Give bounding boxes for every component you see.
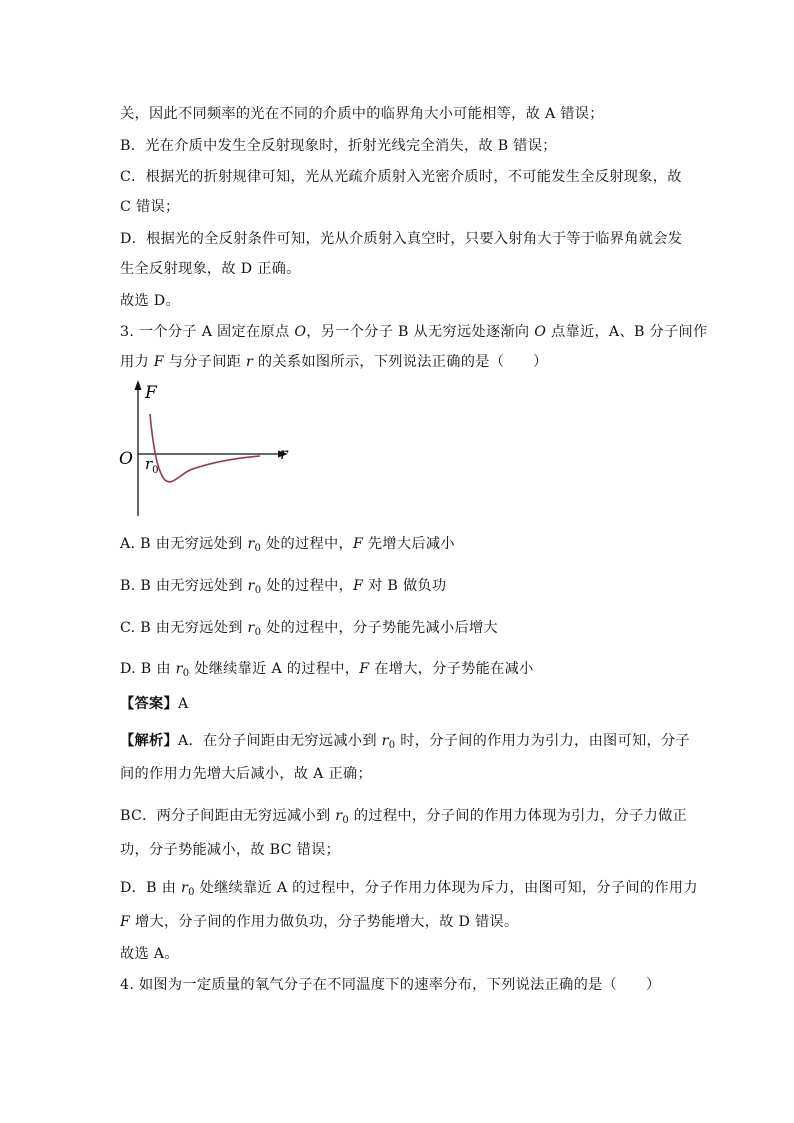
- q2-line-2: B．光在介质中发生全反射现象时，折射光线完全消失，故 B 错误；: [120, 138, 557, 154]
- q2-line-6: 生全反射现象，故 D 正确。: [120, 261, 301, 277]
- q3-answer: 【答案】A: [120, 696, 189, 712]
- q3-analysis-line-6: F 增大，分子间的作用力做负功，分子势能增大，故 D 错误。: [120, 914, 519, 930]
- q3-stem-line-1: 3. 一个分子 A 固定在原点 O，另一个分子 B 从无穷远处逐渐向 O 点靠近，A、B 分子间作: [120, 324, 708, 340]
- q3-analysis-conclusion: 故选 A。: [120, 946, 179, 962]
- y-axis-arrow: [135, 380, 142, 390]
- y-axis-label: F: [145, 383, 157, 403]
- q3-analysis-line-2: 间的作用力先增大后减小，故 A 正确；: [120, 766, 372, 782]
- origin-label: O: [119, 449, 133, 469]
- q2-line-5: D．根据光的全反射条件可知，光从介质射入真空时，只要入射角大于等于临界角就会发: [120, 231, 683, 247]
- q3-option-d: D. B 由 $r_0$ 处继续靠近 A 的过程中，F 在增大，分子势能在减小: [120, 661, 534, 679]
- q3-analysis-line-5: D．B 由 $r_0$ 处继续靠近 A 的过程中，分子作用力体现为斥力，由图可知，分子间的作用力: [120, 880, 698, 898]
- q3-analysis-line-4: 功，分子势能减小，故 BC 错误；: [120, 842, 341, 858]
- r0-label: $r_0$: [145, 455, 159, 476]
- q3-option-c: C. B 由无穷远处到 $r_0$ 处的过程中，分子势能先减小后增大: [120, 620, 498, 638]
- q4-stem: 4. 如图为一定质量的氧气分子在不同温度下的速率分布，下列说法正确的是（ ）: [120, 977, 661, 993]
- q3-option-a: A. B 由无穷远处到 $r_0$ 处的过程中，F 先增大后减小: [120, 536, 455, 554]
- force-curve: [150, 414, 260, 482]
- q2-conclusion: 故选 D。: [120, 293, 180, 309]
- q2-line-4: C 错误；: [120, 199, 180, 215]
- x-axis-label: r: [280, 444, 288, 463]
- q3-analysis-line-1: 【解析】A．在分子间距由无穷远减小到 $r_0$ 时，分子间的作用力为引力，由图可知，分子: [120, 733, 690, 751]
- q3-stem-line-2: 用力 F 与分子间距 r 的关系如图所示，下列说法正确的是（ ）: [120, 354, 548, 370]
- q2-line-1: 关，因此不同频率的光在不同的介质中的临界角大小可能相等，故 A 错误；: [120, 106, 604, 122]
- force-distance-graph: [112, 376, 312, 521]
- q3-option-b: B. B 由无穷远处到 $r_0$ 处的过程中，F 对 B 做负功: [120, 578, 447, 596]
- q3-analysis-line-3: BC．两分子间距由无穷远减小到 $r_0$ 的过程中，分子间的作用力体现为引力，分子力做正: [120, 808, 688, 826]
- q2-line-3: C．根据光的折射规律可知，光从光疏介质射入光密介质时，不可能发生全反射现象，故: [120, 169, 682, 185]
